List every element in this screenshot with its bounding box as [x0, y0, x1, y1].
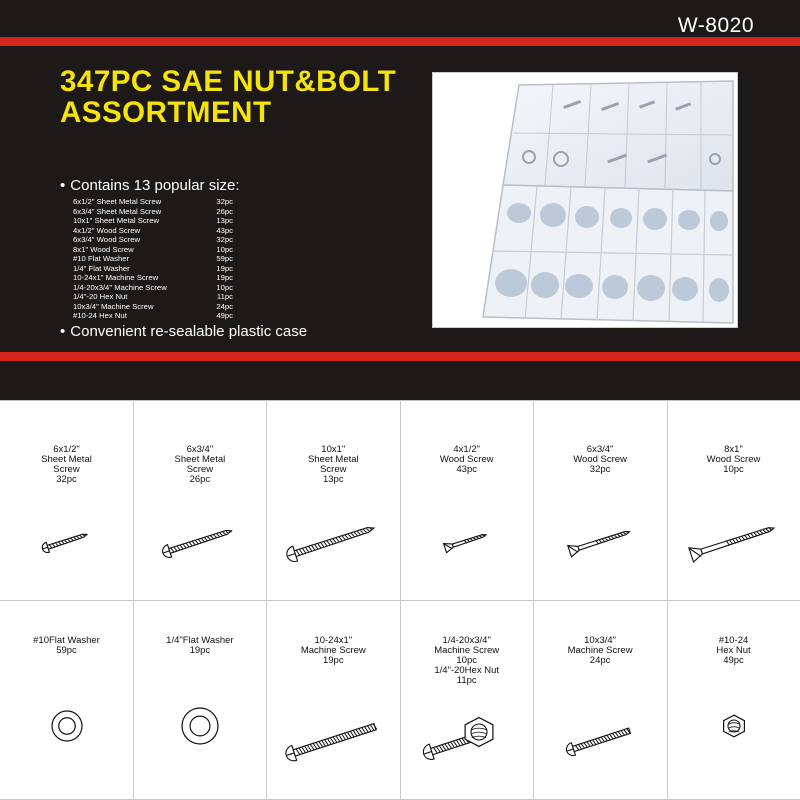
spec-row: [73, 292, 233, 302]
spec-qty: 19pc: [216, 263, 233, 273]
spec-qty: 24pc: [216, 301, 233, 311]
part-cell: [0, 401, 134, 601]
part-label-line: 1/4"-20Hex Nut: [434, 665, 499, 676]
title-line-1: 347PC SAE NUT&BOLT: [60, 65, 397, 98]
part-label-line: 6x3/4": [586, 444, 614, 455]
product-photo: [432, 72, 738, 328]
part-cell: [0, 600, 134, 800]
part-label-line: #10Flat Washer: [33, 635, 100, 646]
spec-name: 1/4"-20 Hex Nut: [73, 292, 128, 301]
hex-nut-icon: [667, 600, 800, 800]
spec-qty: 11pc: [216, 292, 233, 301]
spec-name: #10 Flat Washer: [73, 254, 130, 263]
red-stripe-top: [0, 37, 800, 46]
part-label-line: 10-24x1": [314, 635, 353, 646]
wood-screw-icon: [534, 401, 668, 601]
spec-qty: 32pc: [216, 197, 233, 206]
case-bullet: • Convenient re-sealable plastic case: [60, 323, 307, 340]
part-cell: [667, 401, 800, 601]
part-label-line: 6x3/4": [186, 444, 214, 455]
spec-name: 6x3/4" Sheet Metal Screw: [73, 206, 162, 216]
spec-qty: 59pc: [216, 254, 233, 263]
spec-name: 10x3/4" Machine Screw: [73, 301, 154, 311]
spec-row: [73, 197, 233, 207]
part-label-line: Wood Screw: [439, 454, 494, 465]
spec-name: 1/4-20x3/4" Machine Screw: [73, 282, 167, 292]
product-title: [60, 66, 396, 128]
part-label-line: Machine Screw: [434, 645, 500, 656]
part-label-line: 10pc: [723, 464, 744, 475]
machine-screw-with-hex-nut-icon: [400, 600, 534, 800]
part-label-line: 8x1": [724, 444, 743, 455]
spec-row: [73, 302, 233, 312]
title-line-2: ASSORTMENT: [60, 96, 272, 129]
spec-name: 8x1" Wood Screw: [73, 244, 134, 254]
part-label-line: 1/4-20x3/4": [442, 635, 491, 646]
part-label-line: 13pc: [322, 474, 344, 485]
spec-name: 10-24x1" Machine Screw: [73, 273, 159, 282]
spec-row: [73, 273, 233, 283]
part-label-line: Screw: [53, 464, 80, 475]
spec-row: [73, 245, 233, 255]
sheet-metal-screw-icon: [0, 401, 134, 601]
part-label-line: Sheet Metal: [41, 454, 92, 465]
part-label-line: 49pc: [723, 655, 744, 666]
part-label-line: 4x1/2": [453, 444, 480, 455]
model-number: W-8020: [677, 14, 754, 37]
part-label-line: Screw: [186, 464, 214, 475]
part-label-line: 24pc: [589, 655, 611, 666]
spec-row: [73, 216, 233, 226]
part-label-line: 19pc: [322, 655, 344, 666]
sheet-metal-screw-icon: [133, 401, 267, 601]
spec-name: 10x1" Sheet Metal Screw: [73, 216, 160, 225]
spec-name: 4x1/2" Wood Screw: [73, 225, 141, 235]
spec-row: [73, 283, 233, 293]
red-stripe-bottom: [0, 352, 800, 361]
part-label-line: Machine Screw: [300, 645, 366, 656]
flat-washer-icon: [133, 600, 267, 800]
part-label-line: 19pc: [189, 645, 211, 656]
spec-qty: 49pc: [216, 311, 233, 320]
sheet-metal-screw-icon: [267, 401, 401, 601]
part-label-line: 26pc: [189, 474, 211, 485]
spec-row: [73, 226, 233, 236]
part-label-line: Screw: [320, 464, 347, 475]
part-label-line: 10x1": [321, 444, 346, 455]
machine-screw-icon: [267, 600, 401, 800]
contents-bullet: • Contains 13 popular size:: [60, 177, 240, 194]
spec-row: [73, 311, 233, 321]
part-label-line: 10x3/4": [584, 635, 617, 646]
spec-qty: 19pc: [216, 273, 233, 282]
spec-row: [73, 235, 233, 245]
part-label-line: 59pc: [56, 645, 77, 656]
spec-name: 6x1/2" Sheet Metal Screw: [73, 197, 162, 206]
part-cell: [534, 600, 668, 800]
spec-row: [73, 264, 233, 274]
spec-qty: 10pc: [216, 244, 233, 254]
part-cell: [667, 600, 800, 800]
spec-qty: 43pc: [216, 225, 233, 235]
spec-name: 1/4" Flat Washer: [73, 263, 130, 273]
wood-screw-icon: [667, 401, 800, 601]
part-cell: [400, 401, 534, 601]
part-label-line: 10pc: [456, 655, 477, 666]
part-label-line: Machine Screw: [567, 645, 633, 656]
spec-row: [73, 254, 233, 264]
part-label-line: 6x1/2": [53, 444, 80, 455]
machine-screw-icon: [534, 600, 668, 800]
part-cell: [400, 600, 534, 800]
spec-list: [73, 197, 233, 321]
part-label-line: 32pc: [589, 464, 611, 475]
part-cell: [267, 600, 401, 800]
spec-qty: 26pc: [216, 206, 233, 216]
part-label-line: #10-24: [718, 635, 749, 646]
part-cell: [267, 401, 401, 601]
spec-row: [73, 207, 233, 217]
spec-qty: 10pc: [216, 282, 233, 292]
part-cell: [133, 401, 267, 601]
part-cell: [133, 600, 267, 800]
part-label-line: Sheet Metal: [307, 454, 359, 465]
part-label-line: 11pc: [456, 675, 477, 686]
part-label-line: Wood Screw: [573, 454, 627, 465]
part-label-line: 43pc: [456, 464, 477, 475]
part-label-line: Wood Screw: [706, 454, 761, 465]
part-label-line: Hex Nut: [716, 645, 751, 656]
part-label-line: 32pc: [56, 474, 77, 485]
organizer-case-icon: [433, 73, 739, 329]
part-label-line: 1/4"Flat Washer: [166, 635, 234, 646]
part-label-line: Sheet Metal: [174, 454, 226, 465]
spec-qty: 13pc: [216, 216, 233, 225]
spec-qty: 32pc: [216, 235, 233, 244]
wood-screw-icon: [400, 401, 534, 601]
flat-washer-icon: [0, 600, 134, 800]
parts-grid: [0, 400, 800, 800]
spec-name: #10-24 Hex Nut: [73, 311, 127, 320]
spec-name: 6x3/4" Wood Screw: [73, 235, 141, 244]
part-cell: [534, 401, 668, 601]
